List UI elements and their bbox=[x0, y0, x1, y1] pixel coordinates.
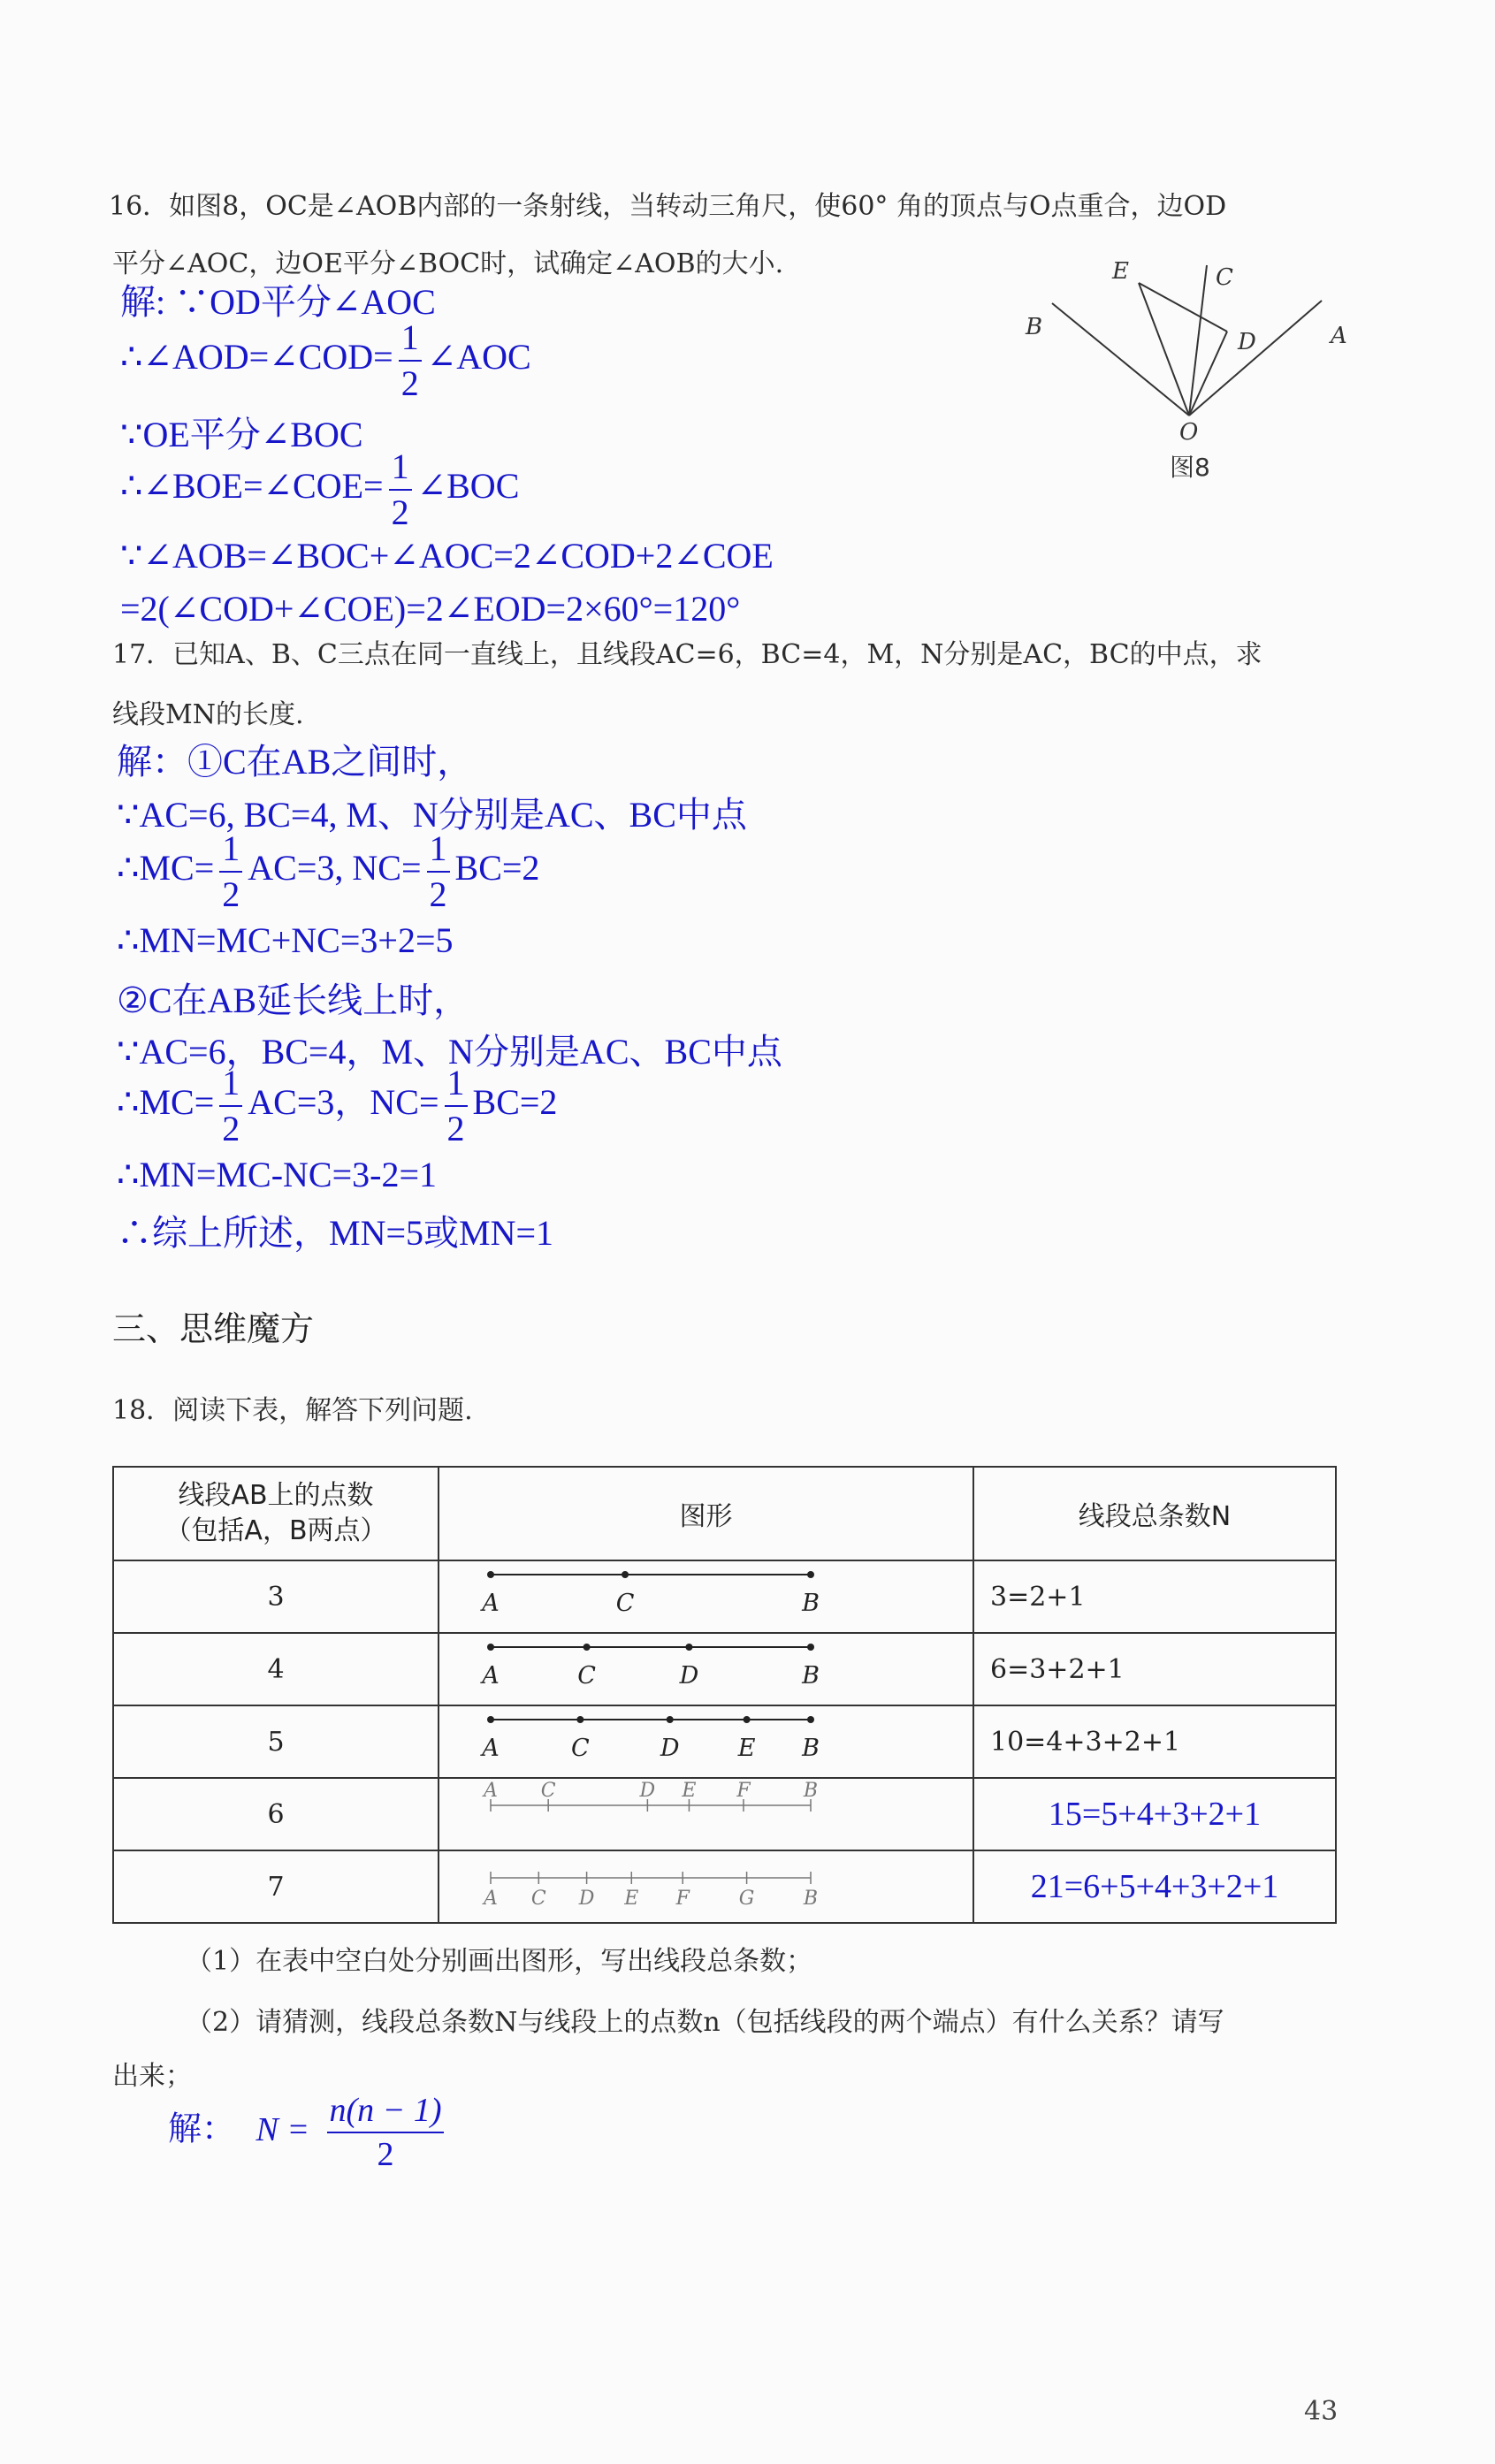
a16-line3: ∵OE平分∠BOC bbox=[120, 415, 363, 454]
point-dot bbox=[807, 1716, 814, 1723]
point-label: F bbox=[736, 1780, 751, 1802]
label-B: B bbox=[1026, 314, 1043, 340]
section-title: 三、思维魔方 bbox=[112, 1309, 315, 1348]
cell-figure bbox=[439, 1560, 973, 1633]
fraction-half: $\frac{1}{2}$ bbox=[219, 831, 242, 912]
point-dot bbox=[744, 1716, 751, 1723]
label-E: E bbox=[1112, 258, 1129, 285]
fraction-half: $\frac{1}{2}$ bbox=[427, 831, 450, 912]
cell-points: 5 bbox=[113, 1705, 439, 1778]
cell-figure bbox=[439, 1633, 973, 1705]
header-total: 线段总条数N bbox=[973, 1467, 1336, 1560]
a17-line9: ∴综上所述，MN=5或MN=1 bbox=[117, 1213, 554, 1253]
point-dot bbox=[576, 1716, 584, 1723]
cell-figure bbox=[439, 1850, 973, 1923]
a16-line5: ∵∠AOB=∠BOC+∠AOC=2∠COD+2∠COE bbox=[120, 536, 774, 576]
point-label: E bbox=[737, 1735, 756, 1762]
table-row bbox=[113, 1705, 1336, 1778]
cell-figure bbox=[439, 1705, 973, 1778]
header-points: 线段AB上的点数 （包括A，B两点） bbox=[113, 1467, 439, 1560]
point-label: F bbox=[675, 1888, 690, 1910]
cell-total: 10=4+3+2+1 bbox=[973, 1705, 1336, 1778]
point-label: A bbox=[482, 1590, 500, 1617]
point-label: C bbox=[530, 1888, 546, 1910]
q18-intro: 18．阅读下表，解答下列问题. bbox=[112, 1395, 473, 1426]
point-dot bbox=[685, 1644, 692, 1651]
point-label: B bbox=[802, 1735, 820, 1762]
point-dot bbox=[807, 1571, 814, 1578]
cell-total: 21=6+5+4+3+2+1 bbox=[973, 1850, 1336, 1923]
label-O: O bbox=[1179, 419, 1199, 446]
a17-line3: ∴MC= $\frac{1}{2}$ AC=3, NC= $\frac{1}{2}$ BC=2 bbox=[117, 828, 540, 914]
point-label: C bbox=[540, 1780, 556, 1802]
point-label: E bbox=[682, 1780, 697, 1802]
cell-total: 3=2+1 bbox=[973, 1560, 1336, 1633]
point-dot bbox=[487, 1571, 494, 1578]
point-label: C bbox=[615, 1590, 635, 1617]
point-label: A bbox=[484, 1780, 498, 1802]
a17-line4: ∴MN=MC+NC=3+2=5 bbox=[117, 920, 454, 960]
a16-line6: =2(∠COD+∠COE)=2∠EOD=2×60°=120° bbox=[120, 589, 741, 629]
point-label: D bbox=[578, 1888, 595, 1910]
a17-line8: ∴MN=MC-NC=3-2=1 bbox=[117, 1155, 438, 1194]
table-row bbox=[113, 1633, 1336, 1705]
point-label: B bbox=[802, 1662, 820, 1690]
a16-line2: ∴∠AOD=∠COD= $\frac{1}{2}$ ∠AOC bbox=[120, 317, 531, 403]
point-dot bbox=[807, 1644, 814, 1651]
segment-figure bbox=[439, 1851, 973, 1919]
point-dot bbox=[667, 1716, 674, 1723]
point-label: C bbox=[577, 1662, 596, 1690]
point-label: D bbox=[660, 1735, 680, 1762]
points-table bbox=[112, 1466, 1337, 1924]
point-label: E bbox=[624, 1888, 639, 1910]
fraction-half: $\frac{1}{2}$ bbox=[445, 1065, 468, 1147]
cell-total: 15=5+4+3+2+1 bbox=[973, 1778, 1336, 1850]
figure8-caption: 图8 bbox=[1170, 453, 1210, 482]
table-row bbox=[113, 1560, 1336, 1633]
point-dot bbox=[487, 1716, 494, 1723]
segment-figure bbox=[439, 1706, 973, 1774]
point-label: A bbox=[484, 1888, 498, 1910]
cell-points: 3 bbox=[113, 1560, 439, 1633]
segment-figure bbox=[439, 1779, 973, 1846]
segment-figure bbox=[439, 1634, 973, 1701]
fraction-half: $\frac{1}{2}$ bbox=[219, 1065, 242, 1147]
point-label: B bbox=[802, 1590, 820, 1617]
point-label: G bbox=[738, 1888, 755, 1910]
point-label: A bbox=[482, 1662, 500, 1690]
point-dot bbox=[584, 1644, 591, 1651]
a17-line5: ②C在AB延长线上时， bbox=[117, 980, 469, 1020]
fraction-half: $\frac{1}{2}$ bbox=[399, 320, 422, 401]
a16-line4: ∴∠BOE=∠COE= $\frac{1}{2}$ ∠BOC bbox=[120, 446, 520, 532]
segment-figure bbox=[439, 1561, 973, 1629]
segment-ED bbox=[1139, 283, 1227, 332]
point-label: D bbox=[639, 1780, 656, 1802]
point-label: A bbox=[482, 1735, 500, 1762]
a17-line7: ∴MC= $\frac{1}{2}$ AC=3，NC= $\frac{1}{2}$ BC=2 bbox=[117, 1063, 558, 1148]
table-row bbox=[113, 1778, 1336, 1850]
fraction-half: $\frac{1}{2}$ bbox=[389, 449, 412, 530]
q18-sub2-line2: 出来； bbox=[112, 2061, 192, 2092]
q17-line1: 17．已知A、B、C三点在同一直线上，且线段AC=6，BC=4，M，N分别是AC，BC的中点，求 bbox=[112, 639, 1262, 670]
cell-points: 4 bbox=[113, 1633, 439, 1705]
point-label: B bbox=[803, 1888, 819, 1910]
point-label: D bbox=[679, 1662, 699, 1690]
a17-line2: ∵AC=6, BC=4, M、N分别是AC、BC中点 bbox=[117, 795, 747, 835]
label-D: D bbox=[1238, 329, 1256, 355]
table-header-row bbox=[113, 1467, 1336, 1560]
cell-figure bbox=[439, 1778, 973, 1850]
table-row bbox=[113, 1850, 1336, 1923]
a17-line6: ∵AC=6，BC=4，M、N分别是AC、BC中点 bbox=[117, 1032, 782, 1072]
cell-points: 6 bbox=[113, 1778, 439, 1850]
point-dot bbox=[487, 1644, 494, 1651]
q18-sub1: （1）在表中空白处分别画出图形，写出线段总条数； bbox=[186, 1946, 813, 1977]
header-figure: 图形 bbox=[439, 1467, 973, 1560]
ray-OC bbox=[1189, 265, 1207, 416]
ray-OA bbox=[1189, 301, 1322, 416]
q16-line1: 16．如图8，OC是∠AOB内部的一条射线，当转动三角尺，使60° 角的顶点与O点重合，边OD bbox=[109, 191, 1227, 222]
a18-formula: 解： N = $\frac{n(n - 1)}{2}$ bbox=[168, 2094, 449, 2171]
page-number: 43 bbox=[1304, 2396, 1339, 2427]
point-label: B bbox=[803, 1780, 819, 1802]
point-dot bbox=[622, 1571, 629, 1578]
cell-points: 7 bbox=[113, 1850, 439, 1923]
cell-total: 6=3+2+1 bbox=[973, 1633, 1336, 1705]
point-label: C bbox=[571, 1735, 590, 1762]
label-C: C bbox=[1216, 264, 1233, 291]
a16-line1: 解: ∵OD平分∠AOC bbox=[120, 282, 436, 322]
a17-line1: 解：①C在AB之间时， bbox=[117, 742, 473, 782]
q17-line2: 线段MN的长度. bbox=[112, 699, 304, 730]
label-A: A bbox=[1331, 323, 1347, 349]
q16-line2: 平分∠AOC，边OE平分∠BOC时，试确定∠AOB的大小. bbox=[112, 248, 784, 279]
q18-sub2-line1: （2）请猜测，线段总条数N与线段上的点数n（包括线段的两个端点）有什么关系？请写 bbox=[186, 2007, 1224, 2038]
